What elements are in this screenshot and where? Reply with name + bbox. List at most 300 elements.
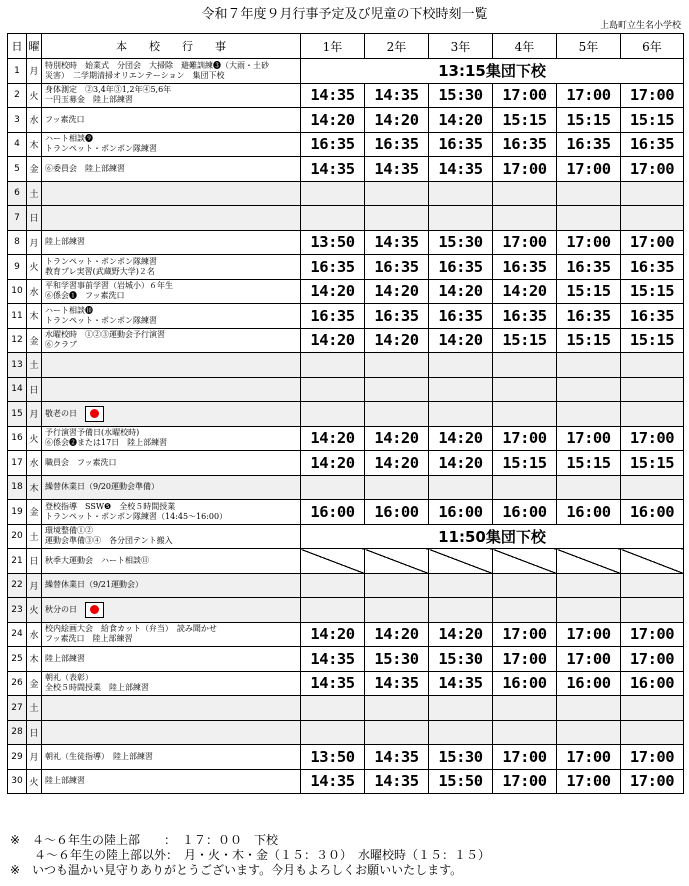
- day-cell: 1: [8, 59, 27, 84]
- event-text: 全校５時間授業 陸上部練習: [45, 683, 149, 693]
- event-text: 朝礼（生徒指導） 陸上部練習: [45, 751, 153, 761]
- empty-time-cell: [557, 720, 621, 745]
- empty-time-cell: [301, 720, 365, 745]
- school-name: 上島町立生名小学校: [599, 21, 681, 31]
- day-cell: 6: [8, 181, 27, 206]
- day-cell: 21: [8, 549, 27, 574]
- table-row: [8, 475, 684, 500]
- weekday-cell: 火: [27, 426, 42, 451]
- note-line: ※ ４～６年生の陸上部 ： １７：００ 下校: [10, 833, 279, 847]
- event-text: 教育プレ実習(武蔵野大学)２名: [45, 266, 155, 276]
- day-cell: 7: [8, 206, 27, 231]
- dismissal-time-cell: 17:00: [557, 745, 621, 770]
- dismissal-time-cell: 16:35: [429, 132, 493, 157]
- empty-time-cell: [365, 598, 429, 623]
- event-text: トランペット・ポンポン隊練習（14:45～16:00）: [45, 511, 228, 521]
- event-text: 敬老の日: [45, 408, 77, 418]
- dismissal-time-cell: 17:00: [493, 647, 557, 672]
- empty-time-cell: [301, 181, 365, 206]
- empty-time-cell: [493, 402, 557, 427]
- empty-time-cell: [493, 720, 557, 745]
- day-cell: 13: [8, 353, 27, 378]
- dismissal-time-cell: 17:00: [493, 157, 557, 182]
- table-row: [8, 279, 684, 304]
- table-row: [8, 59, 684, 84]
- dismissal-time-cell: 16:00: [365, 500, 429, 525]
- dismissal-time-cell: 14:20: [429, 279, 493, 304]
- dismissal-time-cell: 17:00: [557, 83, 621, 108]
- empty-time-cell: [557, 696, 621, 721]
- dismissal-time-cell: 17:00: [621, 745, 684, 770]
- dismissal-time-cell: 14:35: [365, 671, 429, 696]
- dismissal-time-cell: 16:00: [301, 500, 365, 525]
- empty-time-cell: [621, 402, 684, 427]
- note-line: ４～６年生の陸上部以外： 月・火・木・金（１５：３０） 水曜校時（１５：１５）: [10, 848, 491, 862]
- table-row: [8, 647, 684, 672]
- empty-time-cell: [365, 696, 429, 721]
- empty-time-cell: [429, 206, 493, 231]
- event-text: 繰替休業日（9/20運動会準備）: [45, 482, 159, 492]
- dismissal-time-cell: 14:20: [301, 451, 365, 476]
- dismissal-time-cell: 14:35: [301, 647, 365, 672]
- weekday-cell: 水: [27, 622, 42, 647]
- dismissal-time-cell: 15:15: [557, 328, 621, 353]
- day-cell: 20: [8, 524, 27, 549]
- empty-time-cell: [429, 377, 493, 402]
- weekday-cell: 土: [27, 696, 42, 721]
- empty-time-cell: [557, 573, 621, 598]
- dismissal-time-cell: 15:30: [365, 647, 429, 672]
- events-cell: [42, 426, 301, 451]
- table-row: [8, 622, 684, 647]
- empty-time-cell: [429, 475, 493, 500]
- events-cell: [42, 720, 301, 745]
- dismissal-time-cell: 17:00: [621, 769, 684, 794]
- day-cell: 15: [8, 402, 27, 427]
- empty-time-cell: [365, 402, 429, 427]
- event-text: トランペット・ポンポン隊練習: [45, 144, 157, 154]
- event-text: 職員会 フッ素洗口: [45, 457, 117, 467]
- events-cell: [42, 647, 301, 672]
- empty-time-cell: [301, 598, 365, 623]
- empty-time-cell: [301, 402, 365, 427]
- dismissal-time-cell: 15:15: [621, 279, 684, 304]
- dismissal-time-cell: 16:00: [493, 671, 557, 696]
- dismissal-time-cell: 17:00: [621, 83, 684, 108]
- empty-time-cell: [621, 181, 684, 206]
- events-cell: [42, 598, 301, 623]
- empty-time-cell: [365, 475, 429, 500]
- weekday-cell: 日: [27, 720, 42, 745]
- event-text: 災害） 二学期清掃オリエンテーション 集団下校: [45, 70, 225, 80]
- empty-time-cell: [621, 353, 684, 378]
- dismissal-time-cell: 17:00: [557, 157, 621, 182]
- empty-time-cell: [621, 696, 684, 721]
- event-text: フッ素洗口 陸上部練習: [45, 634, 133, 644]
- note-line: ※ いつも温かい見守りありがとうございます。今月もよろしくお願いいたします。: [10, 863, 463, 877]
- table-row: [8, 83, 684, 108]
- events-cell: [42, 524, 301, 549]
- dismissal-time-cell: 16:35: [621, 255, 684, 280]
- empty-time-cell: [557, 181, 621, 206]
- event-text: 陸上部練習: [45, 653, 85, 663]
- events-cell: [42, 500, 301, 525]
- table-row: [8, 255, 684, 280]
- dismissal-time-cell: 15:15: [621, 328, 684, 353]
- event-text: 陸上部練習: [45, 237, 85, 247]
- no-school-cell: [621, 549, 684, 574]
- events-cell: [42, 59, 301, 84]
- empty-time-cell: [493, 475, 557, 500]
- dismissal-time-cell: 14:20: [365, 108, 429, 133]
- weekday-cell: 火: [27, 255, 42, 280]
- events-cell: [42, 255, 301, 280]
- events-cell: [42, 549, 301, 574]
- weekday-cell: 日: [27, 377, 42, 402]
- day-cell: 25: [8, 647, 27, 672]
- events-cell: [42, 745, 301, 770]
- day-cell: 19: [8, 500, 27, 525]
- events-cell: [42, 181, 301, 206]
- japan-flag-icon: [85, 602, 104, 618]
- empty-time-cell: [493, 598, 557, 623]
- day-cell: 3: [8, 108, 27, 133]
- empty-time-cell: [557, 402, 621, 427]
- dismissal-time-cell: 16:35: [365, 255, 429, 280]
- events-cell: [42, 377, 301, 402]
- dismissal-time-cell: 16:35: [301, 304, 365, 329]
- header-weekday: 曜: [27, 34, 42, 59]
- header-grade-1: 1年: [301, 34, 365, 59]
- empty-time-cell: [365, 206, 429, 231]
- empty-time-cell: [429, 573, 493, 598]
- dismissal-time-cell: 14:20: [301, 426, 365, 451]
- header-row: [8, 34, 684, 59]
- events-cell: [42, 671, 301, 696]
- dismissal-time-cell: 14:20: [429, 426, 493, 451]
- event-text: 朝礼（表彰）: [45, 673, 93, 683]
- dismissal-time-cell: 14:20: [429, 108, 493, 133]
- dismissal-time-cell: 15:15: [621, 451, 684, 476]
- weekday-cell: 金: [27, 157, 42, 182]
- day-cell: 4: [8, 132, 27, 157]
- empty-time-cell: [429, 353, 493, 378]
- events-cell: [42, 230, 301, 255]
- event-text: 水曜校時 ①②③運動会予行演習: [45, 330, 165, 340]
- header-events: 本 校 行 事: [42, 34, 301, 59]
- empty-time-cell: [365, 377, 429, 402]
- dismissal-time-cell: 16:35: [493, 304, 557, 329]
- weekday-cell: 火: [27, 83, 42, 108]
- empty-time-cell: [493, 377, 557, 402]
- event-text: トランペット・ポンポン隊練習: [45, 256, 157, 266]
- events-cell: [42, 132, 301, 157]
- empty-time-cell: [621, 720, 684, 745]
- header-grade-2: 2年: [365, 34, 429, 59]
- dismissal-time-cell: 14:20: [365, 622, 429, 647]
- dismissal-time-cell: 17:00: [557, 647, 621, 672]
- table-row: [8, 500, 684, 525]
- weekday-cell: 木: [27, 132, 42, 157]
- dismissal-time-cell: 14:20: [365, 279, 429, 304]
- table-row: [8, 328, 684, 353]
- dismissal-time-cell: 13:50: [301, 230, 365, 255]
- empty-time-cell: [301, 377, 365, 402]
- dismissal-time-cell: 15:15: [557, 279, 621, 304]
- dismissal-time-cell: 14:20: [365, 328, 429, 353]
- empty-time-cell: [365, 181, 429, 206]
- dismissal-time-cell: 16:35: [493, 132, 557, 157]
- dismissal-time-cell: 14:20: [365, 451, 429, 476]
- events-cell: [42, 622, 301, 647]
- table-row: [8, 181, 684, 206]
- empty-time-cell: [301, 573, 365, 598]
- table-row: [8, 573, 684, 598]
- day-cell: 28: [8, 720, 27, 745]
- dismissal-time-cell: 16:35: [557, 132, 621, 157]
- empty-time-cell: [493, 181, 557, 206]
- events-cell: [42, 769, 301, 794]
- day-cell: 30: [8, 769, 27, 794]
- dismissal-time-cell: 14:20: [429, 622, 493, 647]
- notes: [10, 833, 490, 878]
- weekday-cell: 日: [27, 549, 42, 574]
- day-cell: 8: [8, 230, 27, 255]
- dismissal-time-cell: 17:00: [621, 157, 684, 182]
- schedule-table: [7, 33, 684, 794]
- event-text: 運動会準備③④ 各分団テント搬入: [45, 536, 173, 546]
- dismissal-time-cell: 16:35: [429, 255, 493, 280]
- day-cell: 5: [8, 157, 27, 182]
- dismissal-time-cell: 15:15: [493, 328, 557, 353]
- day-cell: 14: [8, 377, 27, 402]
- weekday-cell: 月: [27, 745, 42, 770]
- group-dismissal-cell: 11:50集団下校: [301, 524, 684, 549]
- event-text: ⑥委員会 陸上部練習: [45, 163, 125, 173]
- empty-time-cell: [621, 573, 684, 598]
- dismissal-time-cell: 14:20: [365, 426, 429, 451]
- dismissal-time-cell: 14:35: [429, 671, 493, 696]
- no-school-cell: [493, 549, 557, 574]
- day-cell: 24: [8, 622, 27, 647]
- events-cell: [42, 304, 301, 329]
- dismissal-time-cell: 15:30: [429, 230, 493, 255]
- dismissal-time-cell: 14:35: [365, 230, 429, 255]
- dismissal-time-cell: 14:20: [301, 328, 365, 353]
- empty-time-cell: [557, 206, 621, 231]
- day-cell: 2: [8, 83, 27, 108]
- japan-flag-icon: [85, 406, 104, 422]
- weekday-cell: 火: [27, 769, 42, 794]
- event-text: ⑥クラブ: [45, 340, 77, 350]
- dismissal-time-cell: 14:35: [365, 769, 429, 794]
- weekday-cell: 月: [27, 573, 42, 598]
- empty-time-cell: [493, 353, 557, 378]
- dismissal-time-cell: 14:20: [493, 279, 557, 304]
- dismissal-time-cell: 17:00: [557, 769, 621, 794]
- event-text: ハート相談❿: [45, 305, 93, 315]
- event-text: 予行演習予備日(水曜校時): [45, 428, 140, 438]
- table-row: [8, 230, 684, 255]
- table-row: [8, 206, 684, 231]
- day-cell: 23: [8, 598, 27, 623]
- dismissal-time-cell: 15:15: [493, 108, 557, 133]
- empty-time-cell: [429, 598, 493, 623]
- day-cell: 17: [8, 451, 27, 476]
- event-text: 登校指導 SSW❺ 全校５時間授業: [45, 501, 176, 511]
- dismissal-time-cell: 15:30: [429, 83, 493, 108]
- table-row: [8, 524, 684, 549]
- event-text: ハート相談❾: [45, 134, 93, 144]
- day-cell: 12: [8, 328, 27, 353]
- event-text: 身体測定 ②3,4年③1,2年④5,6年: [45, 85, 172, 95]
- dismissal-time-cell: 16:35: [301, 255, 365, 280]
- dismissal-time-cell: 17:00: [493, 83, 557, 108]
- dismissal-time-cell: 13:50: [301, 745, 365, 770]
- event-text: 校内絵画大会 給食カット（弁当） 読み聞かせ: [45, 624, 217, 634]
- dismissal-time-cell: 16:35: [365, 304, 429, 329]
- dismissal-time-cell: 15:15: [557, 108, 621, 133]
- event-text: 環境整備①②: [45, 526, 93, 536]
- events-cell: [42, 206, 301, 231]
- dismissal-time-cell: 14:20: [301, 622, 365, 647]
- events-cell: [42, 83, 301, 108]
- empty-time-cell: [557, 598, 621, 623]
- no-school-cell: [557, 549, 621, 574]
- dismissal-time-cell: 16:35: [557, 255, 621, 280]
- dismissal-time-cell: 14:35: [365, 157, 429, 182]
- empty-time-cell: [301, 475, 365, 500]
- dismissal-time-cell: 15:15: [557, 451, 621, 476]
- weekday-cell: 月: [27, 59, 42, 84]
- empty-time-cell: [621, 377, 684, 402]
- table-row: [8, 353, 684, 378]
- dismissal-time-cell: 14:35: [365, 745, 429, 770]
- dismissal-time-cell: 16:00: [621, 671, 684, 696]
- dismissal-time-cell: 17:00: [621, 647, 684, 672]
- day-cell: 9: [8, 255, 27, 280]
- table-row: [8, 720, 684, 745]
- event-text: 秋季大運動会 ハート相談⑪: [45, 555, 149, 565]
- empty-time-cell: [429, 696, 493, 721]
- empty-time-cell: [621, 475, 684, 500]
- weekday-cell: 日: [27, 206, 42, 231]
- table-row: [8, 377, 684, 402]
- empty-time-cell: [621, 206, 684, 231]
- dismissal-time-cell: 16:00: [493, 500, 557, 525]
- dismissal-time-cell: 14:35: [429, 157, 493, 182]
- events-cell: [42, 157, 301, 182]
- dismissal-time-cell: 14:35: [301, 83, 365, 108]
- dismissal-time-cell: 17:00: [621, 230, 684, 255]
- weekday-cell: 月: [27, 402, 42, 427]
- day-cell: 18: [8, 475, 27, 500]
- events-cell: [42, 328, 301, 353]
- dismissal-time-cell: 17:00: [493, 745, 557, 770]
- dismissal-time-cell: 15:15: [621, 108, 684, 133]
- event-text: フッ素洗口: [45, 114, 85, 124]
- day-cell: 22: [8, 573, 27, 598]
- weekday-cell: 木: [27, 475, 42, 500]
- event-text: ⑥係会❶ フッ素洗口: [45, 291, 125, 301]
- weekday-cell: 土: [27, 181, 42, 206]
- no-school-cell: [365, 549, 429, 574]
- empty-time-cell: [301, 696, 365, 721]
- dismissal-time-cell: 14:35: [301, 157, 365, 182]
- table-row: [8, 671, 684, 696]
- empty-time-cell: [301, 353, 365, 378]
- day-cell: 27: [8, 696, 27, 721]
- header-grade-4: 4年: [493, 34, 557, 59]
- dismissal-time-cell: 15:15: [493, 451, 557, 476]
- table-row: [8, 426, 684, 451]
- empty-time-cell: [365, 573, 429, 598]
- table-row: [8, 402, 684, 427]
- dismissal-time-cell: 17:00: [621, 426, 684, 451]
- empty-time-cell: [557, 377, 621, 402]
- dismissal-time-cell: 16:35: [621, 132, 684, 157]
- event-text: トランペット・ポンポン隊練習: [45, 315, 157, 325]
- empty-time-cell: [557, 353, 621, 378]
- dismissal-time-cell: 16:35: [621, 304, 684, 329]
- dismissal-time-cell: 17:00: [493, 769, 557, 794]
- dismissal-time-cell: 17:00: [493, 230, 557, 255]
- dismissal-time-cell: 16:00: [429, 500, 493, 525]
- events-cell: [42, 451, 301, 476]
- page-title: 令和７年度９月行事予定及び児童の下校時刻一覧: [201, 7, 488, 22]
- header-day: 日: [8, 34, 27, 59]
- dismissal-time-cell: 14:20: [301, 108, 365, 133]
- weekday-cell: 火: [27, 598, 42, 623]
- events-cell: [42, 353, 301, 378]
- weekday-cell: 木: [27, 647, 42, 672]
- empty-time-cell: [365, 720, 429, 745]
- dismissal-time-cell: 17:00: [557, 230, 621, 255]
- dismissal-time-cell: 17:00: [493, 622, 557, 647]
- header-grade-5: 5年: [557, 34, 621, 59]
- dismissal-time-cell: 16:00: [557, 671, 621, 696]
- dismissal-time-cell: 15:30: [429, 745, 493, 770]
- empty-time-cell: [557, 475, 621, 500]
- dismissal-time-cell: 14:20: [301, 279, 365, 304]
- empty-time-cell: [429, 720, 493, 745]
- table-row: [8, 108, 684, 133]
- event-text: 秋分の日: [45, 604, 77, 614]
- weekday-cell: 金: [27, 671, 42, 696]
- day-cell: 10: [8, 279, 27, 304]
- dismissal-time-cell: 15:30: [429, 647, 493, 672]
- day-cell: 11: [8, 304, 27, 329]
- table-row: [8, 549, 684, 574]
- event-text: 繰替休業日（9/21運動会）: [45, 580, 143, 590]
- day-cell: 29: [8, 745, 27, 770]
- header-grade-3: 3年: [429, 34, 493, 59]
- weekday-cell: 金: [27, 328, 42, 353]
- weekday-cell: 水: [27, 108, 42, 133]
- day-cell: 26: [8, 671, 27, 696]
- weekday-cell: 金: [27, 500, 42, 525]
- weekday-cell: 水: [27, 451, 42, 476]
- events-cell: [42, 696, 301, 721]
- empty-time-cell: [429, 181, 493, 206]
- dismissal-time-cell: 17:00: [621, 622, 684, 647]
- dismissal-time-cell: 14:20: [429, 451, 493, 476]
- events-cell: [42, 279, 301, 304]
- dismissal-time-cell: 17:00: [557, 426, 621, 451]
- event-text: 一円玉募金 陸上部練習: [45, 95, 133, 105]
- weekday-cell: 土: [27, 353, 42, 378]
- dismissal-time-cell: 16:00: [621, 500, 684, 525]
